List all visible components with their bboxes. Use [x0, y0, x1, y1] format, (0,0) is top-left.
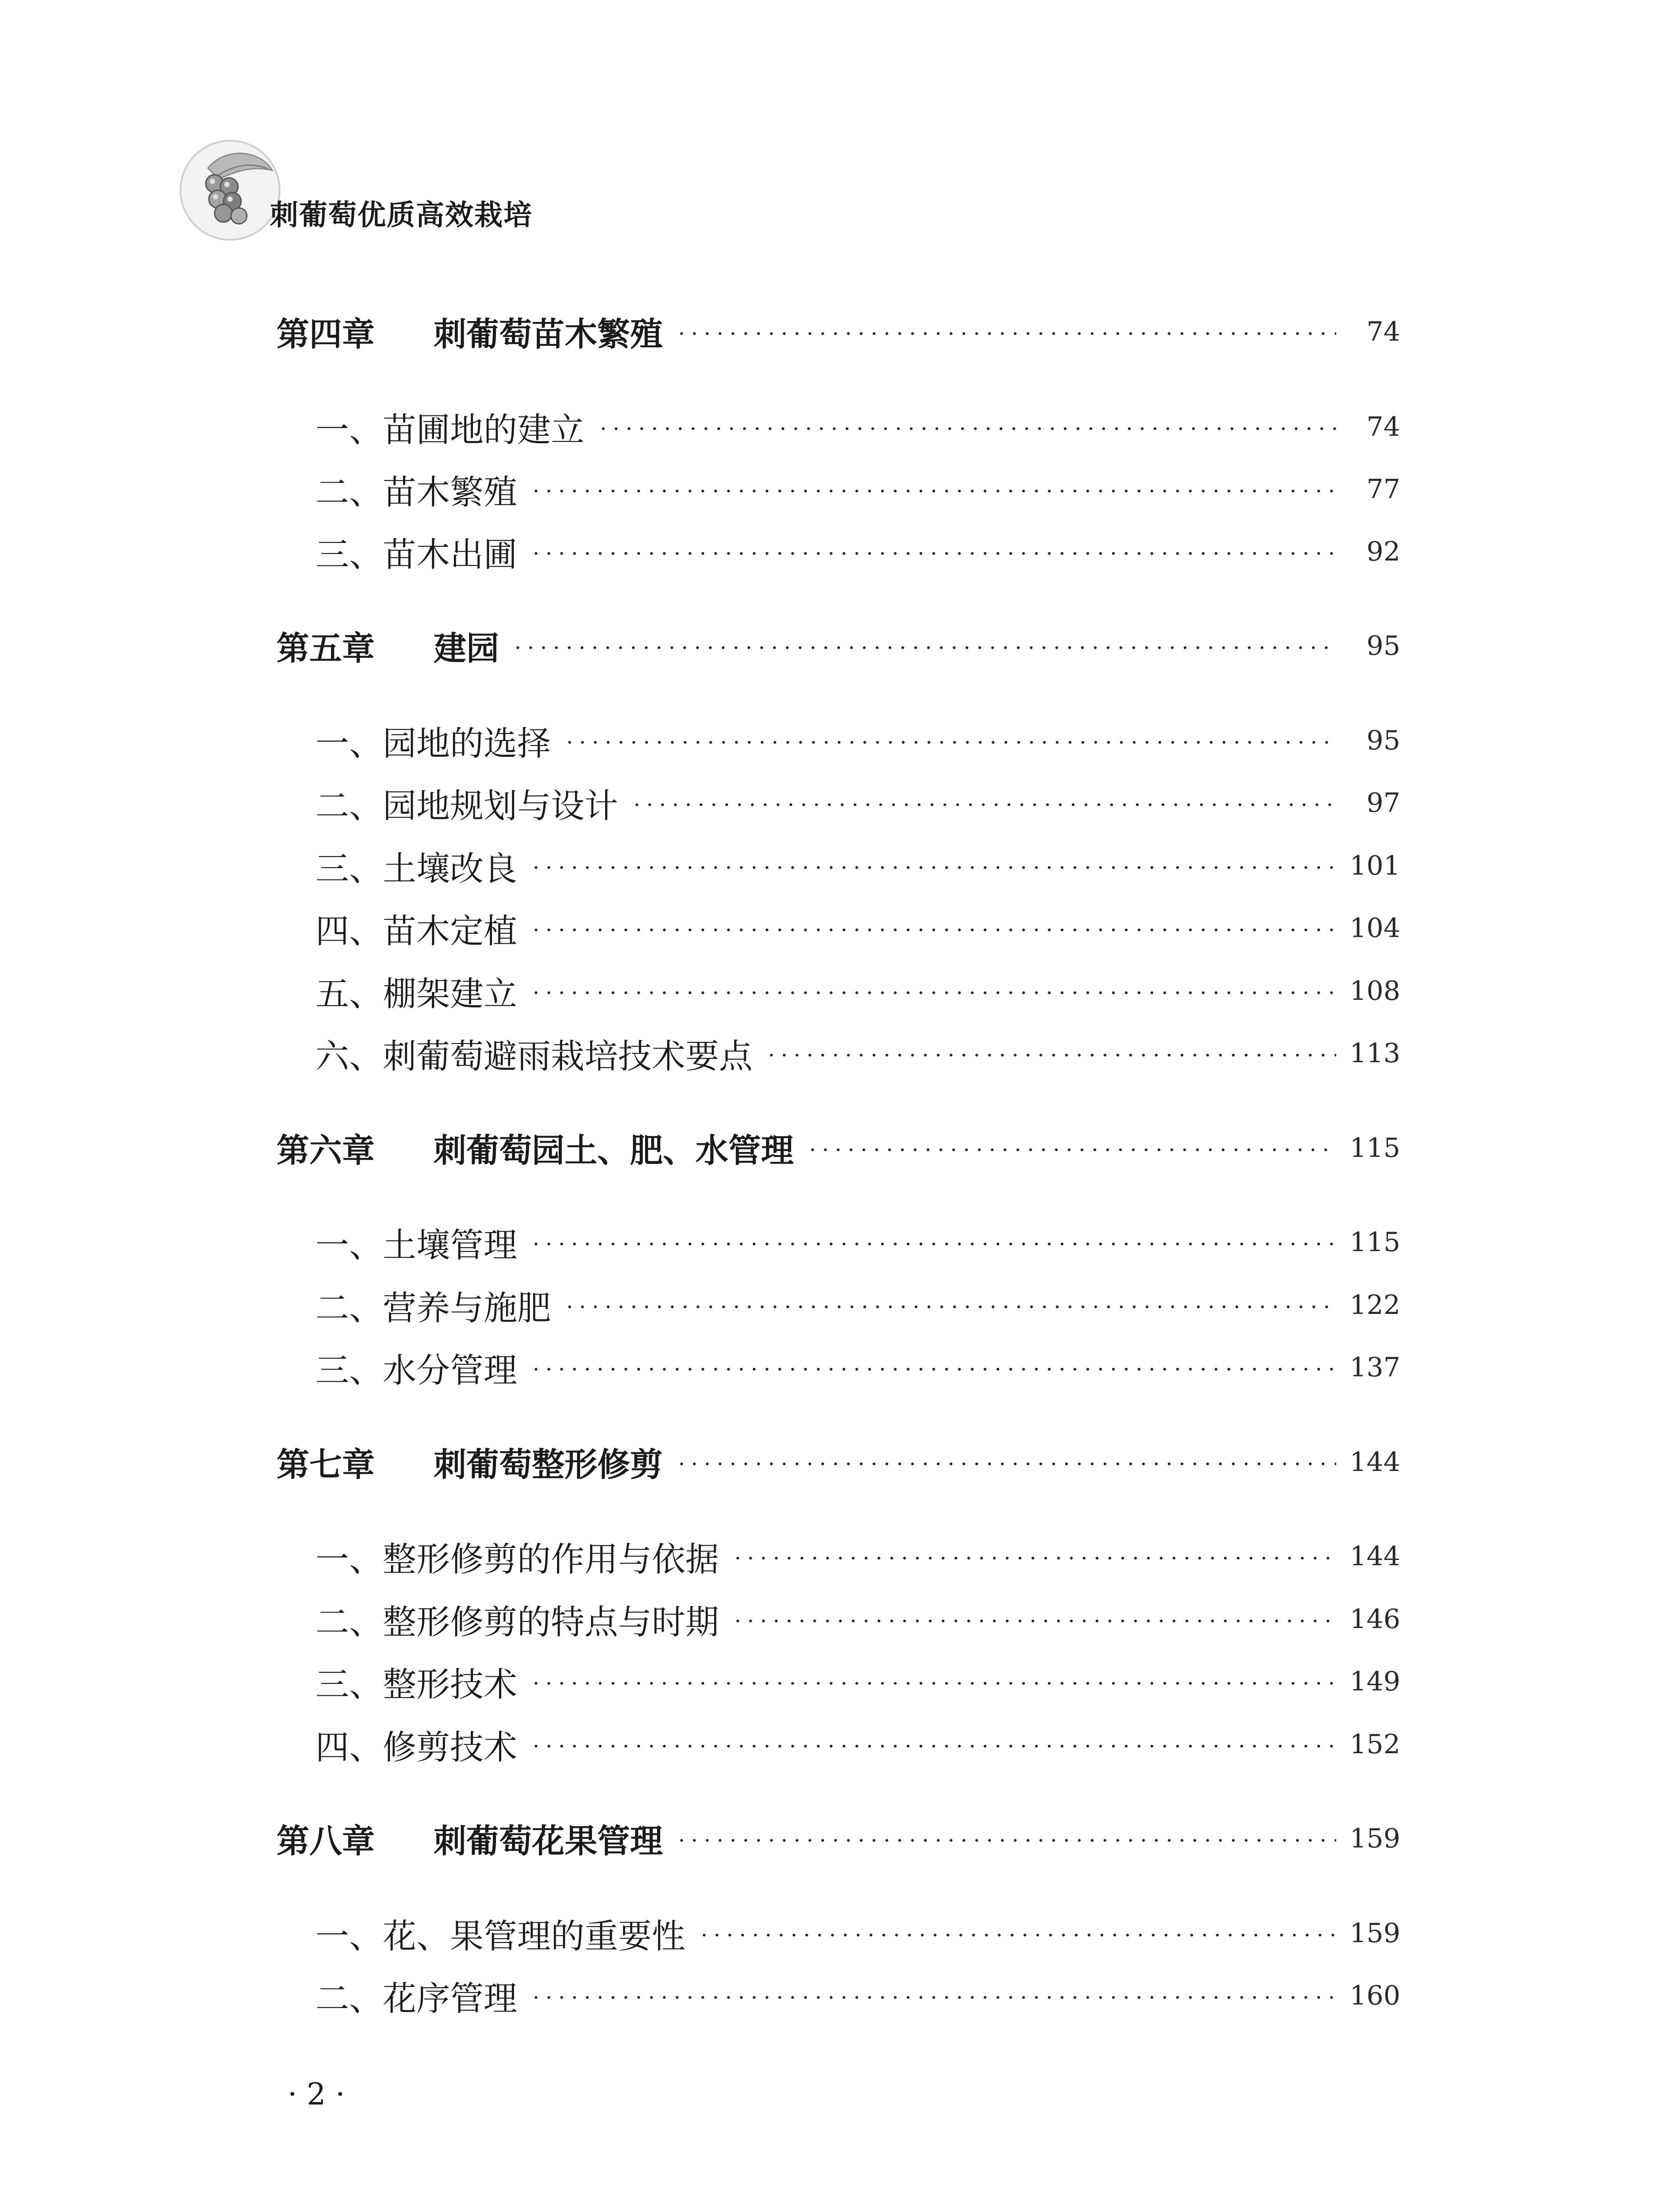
page-number: 104: [1349, 913, 1400, 944]
section-title: 二、营养与施肥: [315, 1288, 551, 1328]
page-number: 74: [1366, 411, 1400, 442]
page-number: 95: [1366, 725, 1400, 756]
page-number: 152: [1349, 1729, 1400, 1760]
chapter-title: 刺葡萄苗木繁殖: [434, 315, 663, 353]
chapter-title: 建园: [434, 630, 499, 668]
dot-leader: [731, 1555, 1336, 1561]
toc-chapter-4[interactable]: [277, 310, 1400, 354]
chapter-label: 第五章: [277, 630, 375, 668]
toc-section[interactable]: [277, 1220, 1400, 1264]
section-title: 三、土壤改良: [315, 849, 517, 888]
toc-section[interactable]: [277, 530, 1400, 574]
chapter-title: 刺葡萄花果管理: [434, 1822, 663, 1860]
chapter-label: 第八章: [277, 1822, 375, 1860]
section-title: 三、苗木出圃: [315, 534, 517, 574]
toc-section[interactable]: [277, 1659, 1400, 1704]
page-number: 144: [1349, 1541, 1400, 1572]
page-number: 101: [1349, 850, 1400, 881]
chapter-title: 刺葡萄园土、肥、水管理: [434, 1132, 794, 1170]
toc-section[interactable]: [277, 405, 1400, 449]
section-title: 二、花序管理: [315, 1978, 517, 2018]
chapter-label: 第四章: [277, 315, 375, 353]
dot-leader: [675, 1461, 1336, 1467]
toc-section[interactable]: [277, 969, 1400, 1013]
section-title: 五、棚架建立: [315, 974, 517, 1014]
section-title: 三、整形技术: [315, 1664, 517, 1704]
dot-leader: [530, 990, 1336, 995]
dot-leader: [563, 740, 1336, 745]
page-number: 97: [1366, 787, 1400, 818]
dot-leader: [530, 865, 1336, 870]
toc-section[interactable]: [277, 467, 1400, 511]
page-number: 92: [1366, 536, 1400, 567]
chapter-title: 刺葡萄整形修剪: [434, 1446, 663, 1484]
section-title: 二、苗木繁殖: [315, 472, 517, 512]
page-number: 108: [1349, 975, 1400, 1006]
section-title: 四、修剪技术: [315, 1727, 517, 1767]
page-number: 95: [1366, 630, 1400, 661]
dot-leader: [530, 551, 1336, 556]
section-title: 二、整形修剪的特点与时期: [315, 1602, 719, 1642]
dot-leader: [530, 1743, 1336, 1749]
dot-leader: [630, 802, 1336, 807]
section-title: 六、刺葡萄避雨栽培技术要点: [315, 1036, 753, 1076]
toc-chapter-6[interactable]: [277, 1126, 1400, 1170]
toc-chapter-7[interactable]: [277, 1440, 1400, 1484]
dot-leader: [675, 1838, 1336, 1843]
page-number: 77: [1366, 474, 1400, 505]
page-number: 115: [1349, 1133, 1400, 1164]
toc-section[interactable]: [277, 906, 1400, 950]
dot-leader: [563, 1304, 1336, 1310]
page-number: 160: [1349, 1980, 1400, 2011]
section-title: 一、土壤管理: [315, 1225, 517, 1265]
dot-leader: [597, 426, 1336, 431]
page-number: 122: [1349, 1290, 1400, 1321]
chapter-label: 第六章: [277, 1132, 375, 1170]
dot-leader: [530, 927, 1336, 933]
toc-chapter-5[interactable]: [277, 624, 1400, 668]
toc-section[interactable]: [277, 1911, 1400, 1955]
section-title: 二、园地规划与设计: [315, 786, 618, 826]
section-title: 四、苗木定植: [315, 911, 517, 951]
toc-section[interactable]: [277, 1974, 1400, 2018]
dot-leader: [806, 1147, 1336, 1152]
page-number: 144: [1349, 1447, 1400, 1478]
toc-section[interactable]: [277, 1597, 1400, 1641]
page-number: 137: [1349, 1352, 1400, 1383]
chapter-label: 第七章: [277, 1446, 375, 1484]
dot-leader: [511, 645, 1336, 650]
dot-leader: [530, 1995, 1336, 2000]
section-title: 一、花、果管理的重要性: [315, 1916, 685, 1956]
dot-leader: [530, 488, 1336, 494]
page-number: 74: [1366, 316, 1400, 347]
book-title: 刺葡萄优质高效栽培: [270, 199, 533, 232]
section-title: 一、苗圃地的建立: [315, 410, 584, 449]
dot-leader: [698, 1932, 1336, 1938]
toc-section[interactable]: [277, 1534, 1400, 1578]
toc-section[interactable]: [277, 844, 1400, 888]
dot-leader: [765, 1052, 1336, 1058]
dot-leader: [530, 1241, 1336, 1247]
page-number: 113: [1349, 1038, 1400, 1069]
toc-section[interactable]: [277, 718, 1400, 763]
toc-section[interactable]: [277, 1031, 1400, 1075]
toc-section[interactable]: [277, 781, 1400, 825]
toc-section[interactable]: [277, 1345, 1400, 1390]
page-number: 149: [1349, 1666, 1400, 1697]
page-number: 115: [1349, 1227, 1400, 1258]
section-title: 一、园地的选择: [315, 723, 551, 763]
section-title: 三、水分管理: [315, 1350, 517, 1390]
dot-leader: [675, 331, 1336, 336]
toc-section[interactable]: [277, 1283, 1400, 1327]
dot-leader: [530, 1367, 1336, 1372]
dot-leader: [731, 1618, 1336, 1624]
page-number: 159: [1349, 1823, 1400, 1854]
dot-leader: [530, 1681, 1336, 1686]
page-number: 146: [1349, 1604, 1400, 1635]
toc-section[interactable]: [277, 1722, 1400, 1767]
page-folio: · 2 ·: [288, 2077, 345, 2112]
running-header: [177, 137, 796, 270]
section-title: 一、整形修剪的作用与依据: [315, 1539, 719, 1579]
grape-cluster-logo-icon: [177, 137, 283, 243]
page-number: 159: [1349, 1918, 1400, 1949]
toc-chapter-8[interactable]: [277, 1816, 1400, 1861]
